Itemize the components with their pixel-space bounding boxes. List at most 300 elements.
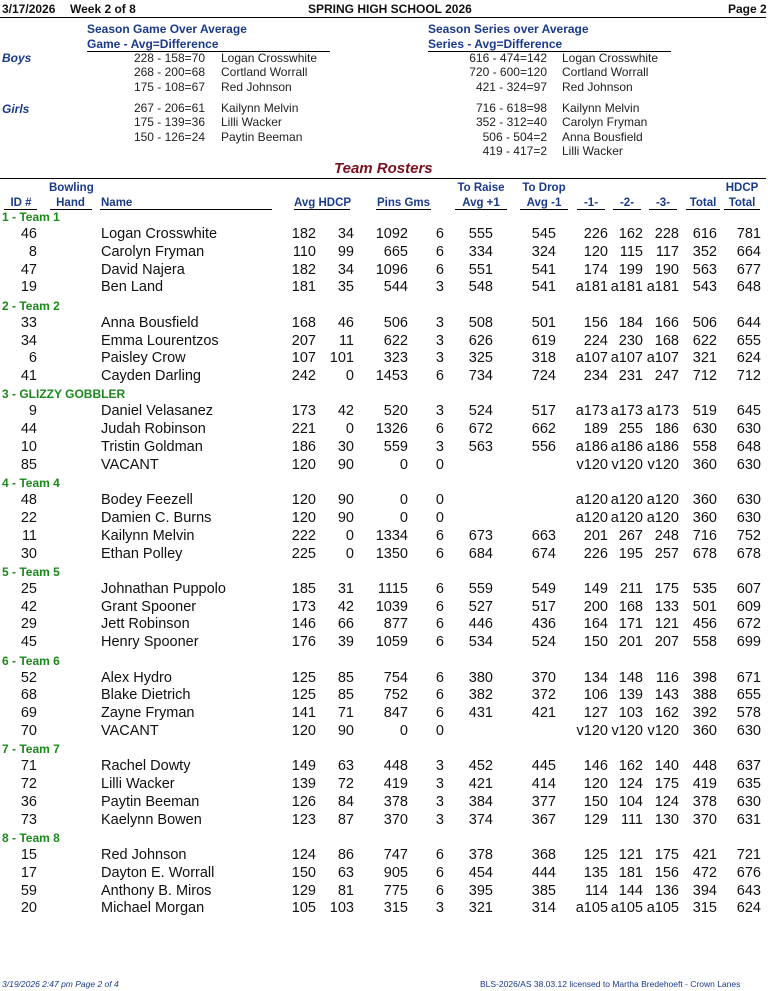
series-total: 378 xyxy=(692,793,717,810)
bowler-name: Emma Lourentzos xyxy=(101,332,219,349)
series-total: 506 xyxy=(692,314,717,331)
game1: 134 xyxy=(583,669,608,686)
bowler-id: 41 xyxy=(20,368,37,385)
bowler-pins: 747 xyxy=(383,846,408,863)
bowler-pins: 1039 xyxy=(375,598,408,615)
to-drop: 385 xyxy=(531,882,556,899)
to-raise: 382 xyxy=(468,687,493,704)
game2: 124 xyxy=(618,776,643,792)
average-bowler-name: Logan Crosswhite xyxy=(221,51,318,65)
bowler-pins: 1096 xyxy=(375,261,408,278)
col-underline xyxy=(649,209,677,210)
bowler-id: 20 xyxy=(20,900,37,917)
hdcp-total: 578 xyxy=(736,705,761,722)
to-drop: 444 xyxy=(531,864,556,881)
series-total: 543 xyxy=(692,279,717,296)
table-row xyxy=(0,350,768,368)
game2: a120 xyxy=(610,509,643,526)
bowler-avg: 120 xyxy=(291,492,316,509)
bowler-games: 0 xyxy=(435,722,444,739)
bowler-games: 0 xyxy=(435,509,444,526)
series-total: 519 xyxy=(692,403,717,420)
bowler-pins: 0 xyxy=(399,722,408,739)
header-divider xyxy=(0,17,766,18)
bowler-avg: 107 xyxy=(291,350,316,367)
bowler-id: 47 xyxy=(20,261,37,278)
col-to-drop: To Drop xyxy=(522,182,566,194)
game3: 140 xyxy=(654,758,679,775)
table-row xyxy=(0,794,768,812)
bowler-avg: 221 xyxy=(291,421,316,438)
col-underline xyxy=(294,209,350,210)
game3: 143 xyxy=(654,687,679,704)
bowler-name: Dayton E. Worrall xyxy=(101,864,215,881)
to-raise: 374 xyxy=(468,811,493,828)
bowler-avg: 146 xyxy=(291,616,316,633)
table-row xyxy=(0,244,768,262)
bowler-avg: 149 xyxy=(291,758,316,775)
to-drop: 545 xyxy=(531,226,556,242)
bowler-games: 3 xyxy=(435,439,444,455)
series-total: 456 xyxy=(692,616,717,633)
col-underline xyxy=(724,209,760,210)
bowler-name: Alex Hydro xyxy=(101,669,172,686)
bowler-hdcp: 0 xyxy=(345,421,354,438)
series-total: 394 xyxy=(692,882,717,899)
to-raise: 559 xyxy=(468,580,493,597)
bowler-hdcp: 34 xyxy=(337,261,354,278)
bowler-hdcp: 72 xyxy=(337,776,354,792)
footer-timestamp: 3/19/2026 2:47 pm Page 2 of 4 xyxy=(2,979,119,989)
game1: 200 xyxy=(583,598,608,615)
game2: 201 xyxy=(618,634,643,651)
to-raise: 684 xyxy=(468,545,493,562)
bowler-pins: 1059 xyxy=(375,634,408,651)
bowler-avg: 120 xyxy=(291,456,316,473)
team-header: 1 - Team 1 xyxy=(2,210,60,224)
bowler-name: Anthony B. Miros xyxy=(101,882,212,899)
to-drop: 517 xyxy=(531,403,556,420)
game3: 162 xyxy=(654,705,679,722)
bowler-name: Blake Dietrich xyxy=(101,687,191,704)
hdcp-total: 655 xyxy=(736,332,761,349)
hdcp-total: 645 xyxy=(736,403,761,420)
bowler-games: 6 xyxy=(435,243,444,260)
game1: 150 xyxy=(583,634,608,651)
game3: 207 xyxy=(654,634,679,651)
to-drop: 318 xyxy=(531,350,556,367)
table-row xyxy=(0,439,768,457)
bowler-id: 73 xyxy=(20,811,37,828)
bowler-pins: 559 xyxy=(383,439,408,455)
game3: 121 xyxy=(654,616,679,633)
average-calc: 616 - 474=142 xyxy=(469,51,547,65)
season-series-title: Season Series over Average xyxy=(428,22,589,36)
to-raise: 380 xyxy=(468,669,493,686)
bowler-id: 25 xyxy=(20,580,37,597)
game2: a120 xyxy=(610,492,643,509)
bowler-games: 0 xyxy=(435,492,444,509)
bowler-id: 8 xyxy=(28,243,37,260)
table-row xyxy=(0,900,768,918)
game3: 124 xyxy=(654,793,679,810)
game1: 129 xyxy=(583,811,608,828)
col-id: ID # xyxy=(10,197,32,209)
bowler-id: 48 xyxy=(20,492,37,509)
table-row xyxy=(0,758,768,776)
col-game1: -1- xyxy=(583,197,599,209)
bowler-pins: 1334 xyxy=(375,527,408,544)
bowler-name: Damien C. Burns xyxy=(101,509,212,526)
col-underline xyxy=(100,209,272,210)
bowler-id: 34 xyxy=(20,332,37,349)
bowler-games: 6 xyxy=(435,705,444,722)
to-drop: 662 xyxy=(531,421,556,438)
game2: 211 xyxy=(619,580,643,597)
bowler-hdcp: 81 xyxy=(337,882,354,899)
bowler-name: Rachel Dowty xyxy=(101,758,191,775)
bowler-games: 0 xyxy=(435,456,444,473)
table-row xyxy=(0,333,768,351)
game1: 201 xyxy=(583,527,608,544)
bowler-id: 15 xyxy=(20,846,37,863)
hdcp-total: 637 xyxy=(736,758,761,775)
average-calc: 268 - 200=68 xyxy=(133,65,205,80)
bowler-id: 17 xyxy=(20,864,37,881)
game1: v120 xyxy=(576,456,608,473)
bowler-hdcp: 31 xyxy=(337,580,354,597)
game3: 168 xyxy=(654,332,679,349)
bowler-pins: 0 xyxy=(399,492,408,509)
to-drop: 619 xyxy=(531,332,556,349)
bowler-id: 85 xyxy=(20,456,37,473)
game1: v120 xyxy=(576,722,608,739)
bowler-name: Ethan Polley xyxy=(101,545,183,562)
hdcp-total: 721 xyxy=(736,846,761,863)
series-total: 558 xyxy=(692,634,717,651)
bowler-pins: 905 xyxy=(383,864,408,881)
bowler-id: 29 xyxy=(20,616,37,633)
bowler-id: 11 xyxy=(21,527,37,544)
bowler-id: 10 xyxy=(20,439,37,455)
game2: 168 xyxy=(618,598,643,615)
hdcp-total: 672 xyxy=(736,616,761,633)
to-drop: 314 xyxy=(531,900,556,917)
bowler-games: 6 xyxy=(435,527,444,544)
series-total: 370 xyxy=(692,811,717,828)
bowler-pins: 847 xyxy=(383,705,408,722)
bowler-games: 6 xyxy=(435,846,444,863)
bowler-id: 70 xyxy=(20,722,37,739)
table-row xyxy=(0,634,768,652)
bowler-hdcp: 11 xyxy=(338,332,354,349)
game2: 121 xyxy=(618,846,643,863)
series-total: 398 xyxy=(692,669,717,686)
bowler-pins: 754 xyxy=(383,669,408,686)
bowler-name: Henry Spooner xyxy=(101,634,199,651)
bowler-hdcp: 35 xyxy=(337,279,354,296)
bowler-name: Michael Morgan xyxy=(101,900,205,917)
game1: 135 xyxy=(583,864,608,881)
to-drop: 556 xyxy=(531,439,556,455)
bowler-id: 19 xyxy=(20,279,37,296)
hdcp-total: 781 xyxy=(736,226,761,242)
col-underline xyxy=(686,209,720,210)
to-drop: 367 xyxy=(531,811,556,828)
average-calc: 421 - 324=97 xyxy=(475,79,547,94)
game3: 166 xyxy=(654,314,679,331)
series-total: 501 xyxy=(692,598,717,615)
game2: a105 xyxy=(610,900,643,917)
game2: 255 xyxy=(618,421,643,438)
to-drop: 370 xyxy=(531,669,556,686)
girls-label: Girls xyxy=(2,102,30,116)
bowler-pins: 315 xyxy=(383,900,408,917)
series-total: 360 xyxy=(692,492,717,509)
hdcp-total: 644 xyxy=(736,314,761,331)
bowler-id: 22 xyxy=(20,509,37,526)
bowler-games: 6 xyxy=(435,864,444,881)
bowler-hdcp: 34 xyxy=(337,226,354,242)
game2: 181 xyxy=(618,864,643,881)
hdcp-total: 630 xyxy=(736,793,761,810)
bowler-avg: 125 xyxy=(291,669,316,686)
table-row xyxy=(0,457,768,475)
bowler-avg: 173 xyxy=(291,598,316,615)
game3: v120 xyxy=(647,456,679,473)
bowler-hdcp: 0 xyxy=(345,368,354,385)
bowler-id: 59 xyxy=(20,882,37,899)
bowler-pins: 544 xyxy=(383,279,408,296)
team-header: 5 - Team 5 xyxy=(2,564,60,579)
series-total: 315 xyxy=(692,900,717,917)
average-calc: 720 - 600=120 xyxy=(469,65,547,80)
bowler-avg: 129 xyxy=(291,882,316,899)
bowler-pins: 323 xyxy=(383,350,408,367)
bowler-name: Ben Land xyxy=(101,279,164,296)
to-drop: 372 xyxy=(531,687,556,704)
bowler-pins: 877 xyxy=(383,616,408,633)
series-total: 716 xyxy=(692,527,717,544)
bowler-hdcp: 90 xyxy=(337,509,354,526)
bowler-avg: 181 xyxy=(291,279,316,296)
bowler-pins: 0 xyxy=(399,456,408,473)
bowler-name: Cayden Darling xyxy=(101,368,201,385)
series-total: 472 xyxy=(692,864,717,881)
bowler-pins: 520 xyxy=(383,403,408,420)
bowler-hdcp: 90 xyxy=(337,722,354,739)
series-total: 448 xyxy=(692,758,717,775)
game3: 228 xyxy=(654,226,679,242)
table-row xyxy=(0,315,768,333)
series-total: 421 xyxy=(692,846,717,863)
roster-title: Team Rosters xyxy=(334,160,433,177)
bowler-avg: 173 xyxy=(291,403,316,420)
hdcp-total: 607 xyxy=(736,580,761,597)
bowler-hdcp: 30 xyxy=(337,439,354,455)
bowler-pins: 419 xyxy=(383,776,408,792)
to-raise: 672 xyxy=(468,421,493,438)
table-row xyxy=(0,492,768,510)
bowler-avg: 123 xyxy=(291,811,316,828)
team-header: 4 - Team 4 xyxy=(2,476,60,491)
game2: v120 xyxy=(611,722,643,739)
bowler-avg: 126 xyxy=(291,793,316,810)
bowler-games: 6 xyxy=(435,580,444,597)
game3: 257 xyxy=(654,545,679,562)
bowler-pins: 506 xyxy=(383,314,408,331)
game2: 171 xyxy=(618,616,643,633)
to-drop: 445 xyxy=(531,758,556,775)
bowler-id: 9 xyxy=(28,403,37,420)
to-raise: 555 xyxy=(468,226,493,242)
report-date: 3/17/2026 xyxy=(2,2,56,16)
bowler-hdcp: 63 xyxy=(337,758,354,775)
hdcp-total: 643 xyxy=(736,882,761,899)
col-to-raise: To Raise xyxy=(457,182,505,194)
to-raise: 551 xyxy=(468,261,493,278)
hdcp-total: 631 xyxy=(736,811,761,828)
bowler-avg: 141 xyxy=(291,705,316,722)
average-calc: 506 - 504=2 xyxy=(482,129,547,144)
series-total: 563 xyxy=(692,261,717,278)
table-row xyxy=(0,616,768,634)
game1: a120 xyxy=(575,492,608,509)
hdcp-total: 609 xyxy=(736,598,761,615)
hdcp-total: 648 xyxy=(736,279,761,296)
bowler-id: 71 xyxy=(20,758,37,775)
col-avg-minus: Avg -1 xyxy=(526,197,562,209)
bowler-pins: 0 xyxy=(399,509,408,526)
bowler-pins: 1350 xyxy=(375,545,408,562)
table-row xyxy=(0,670,768,688)
bowler-id: 30 xyxy=(20,545,37,562)
game3: 117 xyxy=(655,243,679,260)
bowler-name: Johnathan Puppolo xyxy=(101,580,226,597)
bowler-hdcp: 85 xyxy=(337,687,354,704)
game1: 120 xyxy=(583,243,608,260)
bowler-games: 6 xyxy=(435,616,444,633)
average-bowler-name: Kailynn Melvin xyxy=(562,101,640,115)
footer-license: BLS-2026/AS 38.03.12 licensed to Martha Bredehoeft - Crown Lanes xyxy=(480,979,741,989)
col-underline xyxy=(376,209,431,210)
bowler-avg: 120 xyxy=(291,509,316,526)
game1: a105 xyxy=(575,900,608,917)
game1: 174 xyxy=(583,261,608,278)
bowler-name: Lilli Wacker xyxy=(101,776,175,792)
bowler-avg: 207 xyxy=(291,332,316,349)
team-header: 7 - Team 7 xyxy=(2,742,60,757)
game3: a173 xyxy=(646,403,679,420)
bowler-avg: 182 xyxy=(291,261,316,278)
bowler-avg: 150 xyxy=(291,864,316,881)
bowler-name: VACANT xyxy=(101,722,159,739)
bowler-name: Bodey Feezell xyxy=(101,492,193,509)
to-raise: 548 xyxy=(468,279,493,296)
bowler-avg: 139 xyxy=(291,776,316,792)
table-row xyxy=(0,510,768,528)
table-row xyxy=(0,723,768,741)
bowler-hdcp: 63 xyxy=(337,864,354,881)
to-raise: 508 xyxy=(468,314,493,331)
bowler-id: 52 xyxy=(20,669,37,686)
game2: a173 xyxy=(610,403,643,420)
game3: 190 xyxy=(654,261,679,278)
bowler-id: 69 xyxy=(20,705,37,722)
game1: a107 xyxy=(575,350,608,367)
game1: 226 xyxy=(583,226,608,242)
bowler-hdcp: 0 xyxy=(345,527,354,544)
bowler-hdcp: 85 xyxy=(337,669,354,686)
bowler-hdcp: 42 xyxy=(337,403,354,420)
game1: a120 xyxy=(575,509,608,526)
bowler-name: Paisley Crow xyxy=(101,350,186,367)
bowler-hdcp: 87 xyxy=(337,811,354,828)
to-raise: 321 xyxy=(468,900,493,917)
col-underline xyxy=(613,209,641,210)
table-row xyxy=(0,368,768,386)
average-calc: 150 - 126=24 xyxy=(133,129,205,144)
bowler-name: Daniel Velasanez xyxy=(101,403,214,420)
to-drop: 549 xyxy=(531,580,556,597)
game3: 116 xyxy=(655,669,679,686)
series-total: 622 xyxy=(692,332,717,349)
series-total: 630 xyxy=(692,421,717,438)
game1: 106 xyxy=(583,687,608,704)
game2: 162 xyxy=(618,758,643,775)
hdcp-total: 678 xyxy=(736,545,761,562)
col-hdcp-total: Total xyxy=(728,197,756,209)
to-drop: 414 xyxy=(531,776,556,792)
bowler-id: 36 xyxy=(20,793,37,810)
game1: 146 xyxy=(583,758,608,775)
col-name: Name xyxy=(101,197,133,209)
game3: v120 xyxy=(647,722,679,739)
to-drop: 663 xyxy=(531,527,556,544)
game1: 224 xyxy=(583,332,608,349)
average-bowler-name: Kailynn Melvin xyxy=(221,101,299,115)
game1: 120 xyxy=(583,776,608,792)
bowler-id: 33 xyxy=(20,314,37,331)
bowler-hdcp: 90 xyxy=(337,456,354,473)
hdcp-total: 664 xyxy=(736,243,761,260)
to-raise: 325 xyxy=(468,350,493,367)
col-hand: Hand xyxy=(56,197,85,209)
team-header: 6 - Team 6 xyxy=(2,653,60,668)
to-raise: 527 xyxy=(468,598,493,615)
col-underline xyxy=(455,209,507,210)
bowler-games: 6 xyxy=(435,261,444,278)
roster-title-divider xyxy=(0,178,766,179)
bowler-name: David Najera xyxy=(101,261,185,278)
to-raise: 334 xyxy=(468,243,493,260)
bowler-hdcp: 39 xyxy=(337,634,354,651)
average-calc: 175 - 139=36 xyxy=(133,115,205,130)
game1: a173 xyxy=(575,403,608,420)
bowler-pins: 370 xyxy=(383,811,408,828)
col-total: Total xyxy=(689,197,717,209)
game2: 111 xyxy=(620,811,643,828)
bowler-games: 3 xyxy=(435,900,444,917)
game3: 133 xyxy=(654,598,679,615)
average-bowler-name: Cortland Worrall xyxy=(221,65,308,80)
series-total: 360 xyxy=(692,456,717,473)
to-drop: 524 xyxy=(531,634,556,651)
to-drop: 674 xyxy=(531,545,556,562)
bowler-games: 6 xyxy=(435,598,444,615)
bowler-pins: 622 xyxy=(383,332,408,349)
average-calc: 716 - 618=98 xyxy=(475,101,547,115)
